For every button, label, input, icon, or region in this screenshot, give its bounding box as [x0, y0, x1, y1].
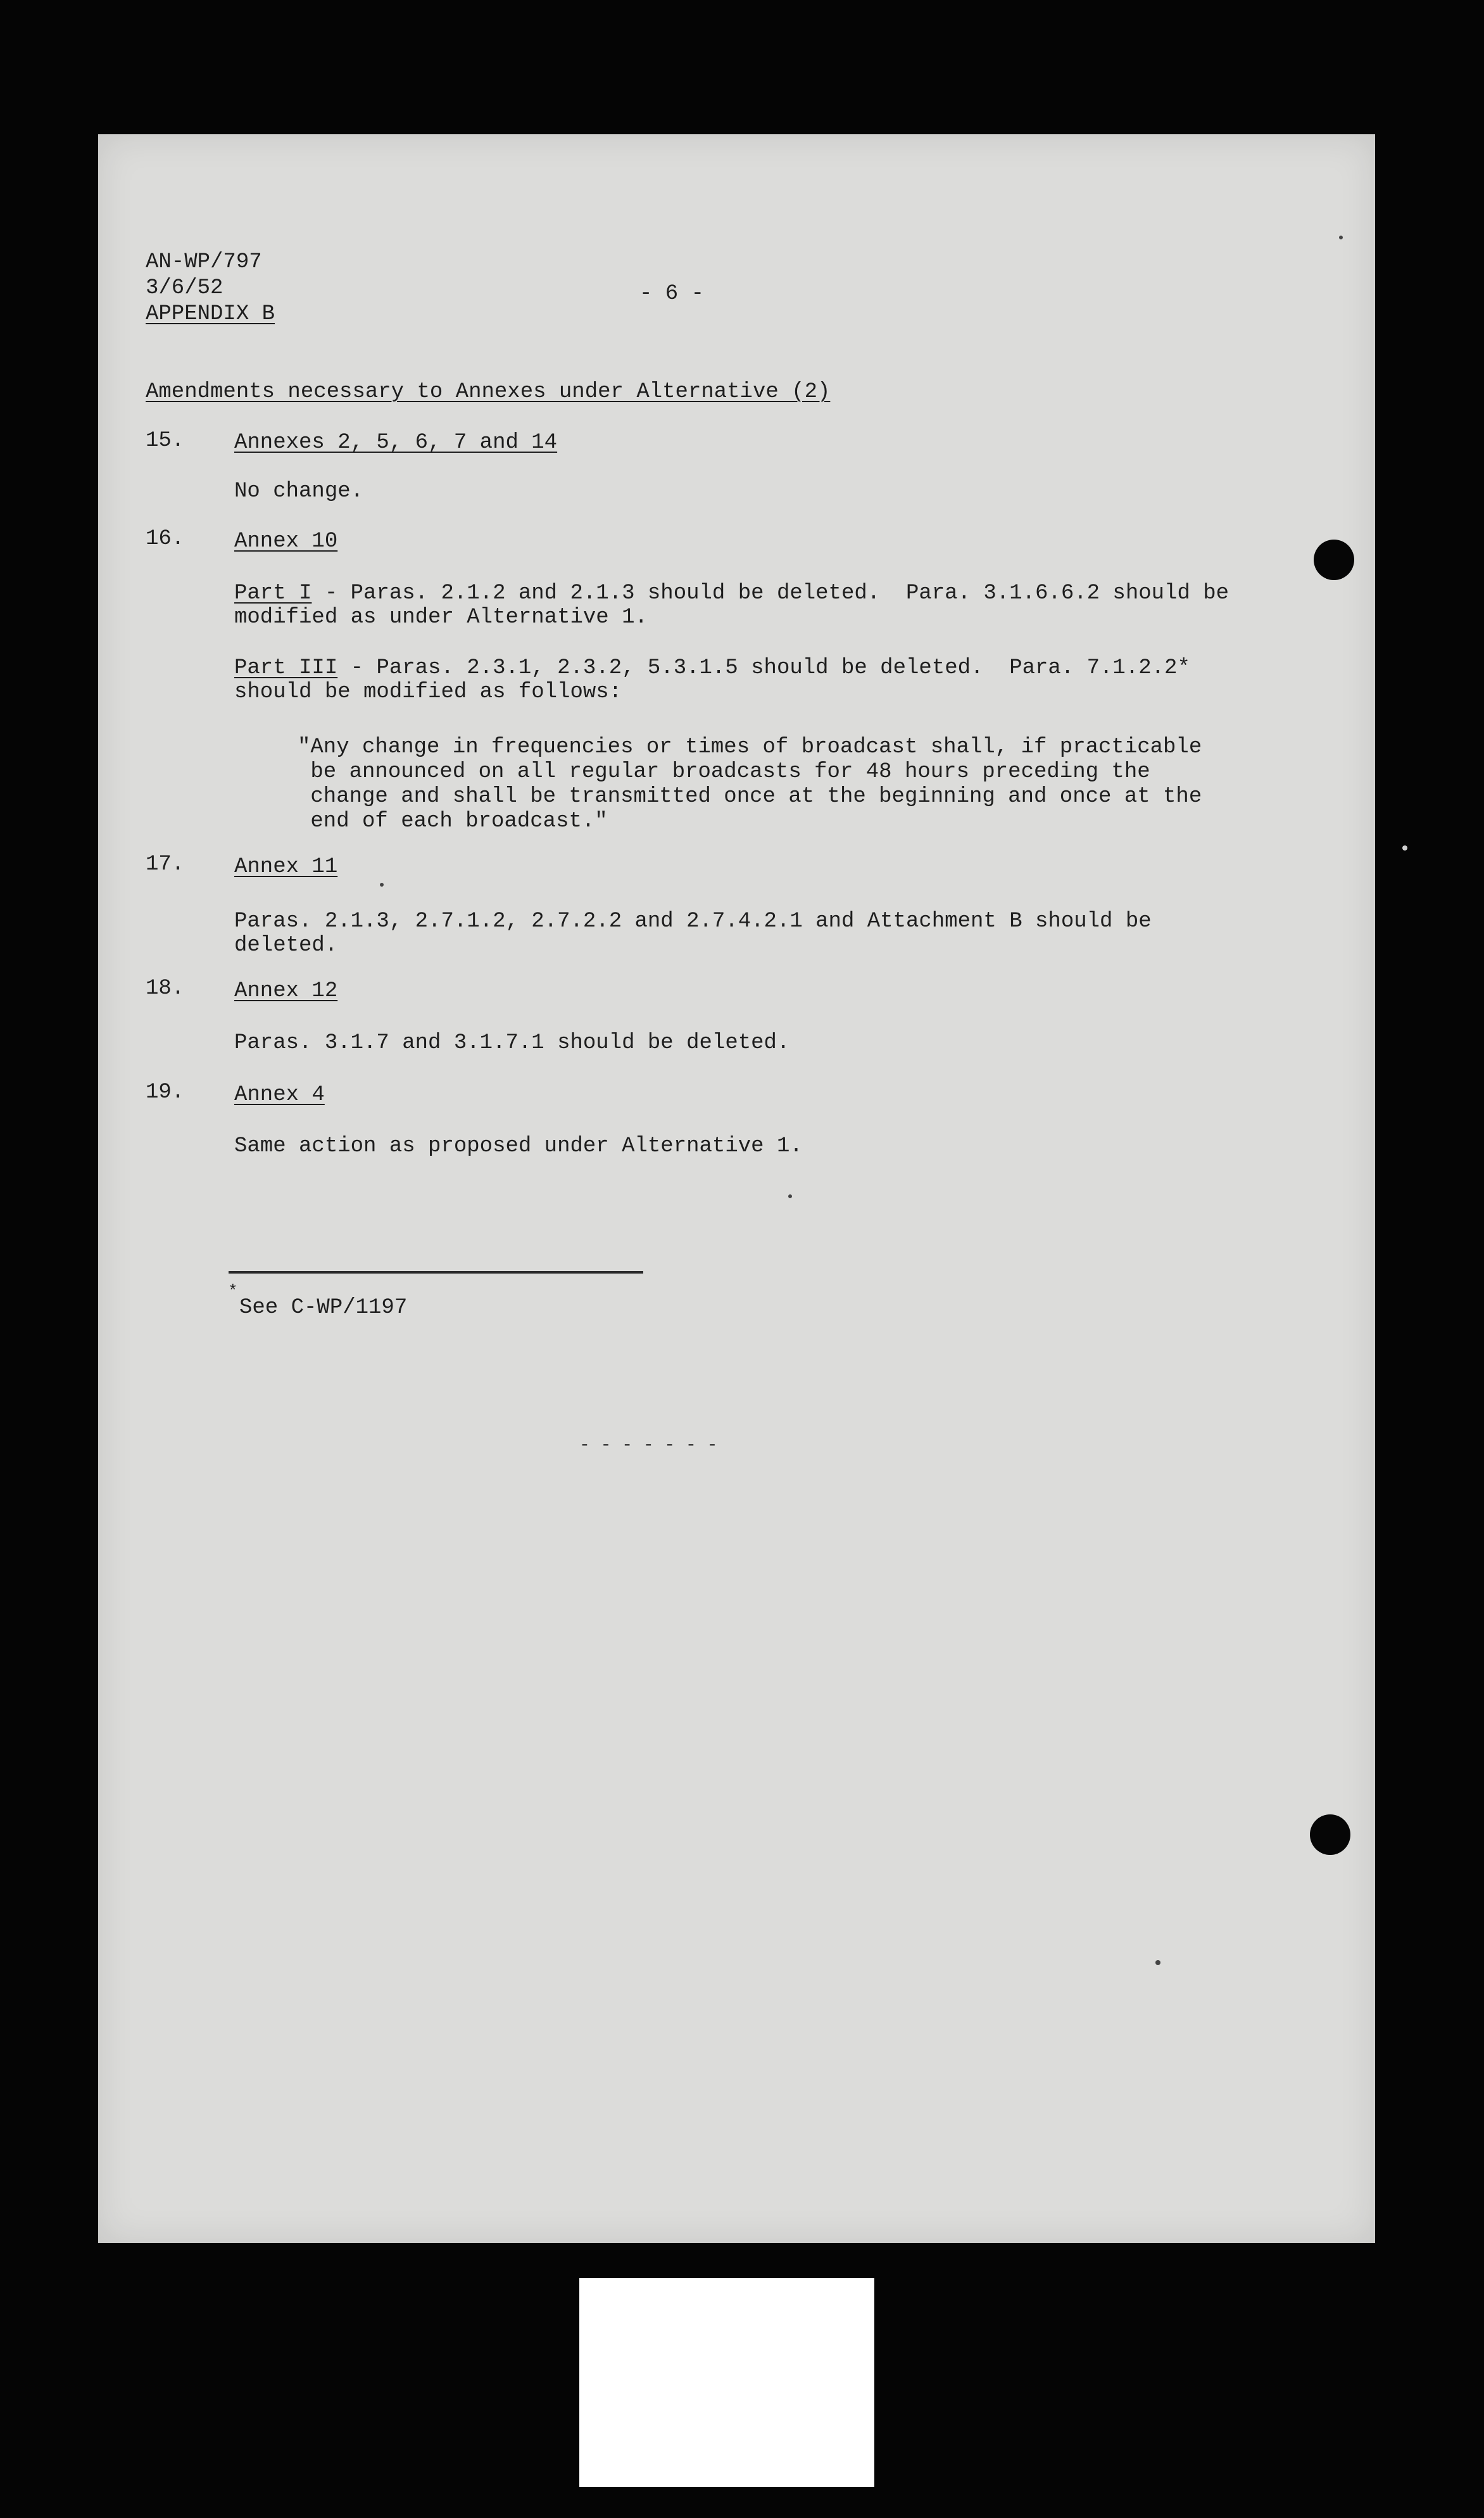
item-body: deleted. — [234, 933, 338, 958]
end-mark: - - - - - - - — [579, 1436, 718, 1455]
item-title: Annex 12 — [234, 979, 338, 1003]
appendix-label: APPENDIX B — [146, 302, 275, 326]
speck — [1155, 1960, 1160, 1965]
footnote-mark: * — [228, 1282, 238, 1301]
speck — [788, 1194, 792, 1198]
quote-line: "Any change in frequencies or times of broadcast shall, if practicable — [298, 735, 1202, 759]
part-three-text: - Paras. 2.3.1, 2.3.2, 5.3.1.5 should be deleted. Para. 7.1.2.2* — [337, 656, 1190, 680]
doc-reference: AN-WP/797 — [146, 250, 262, 274]
item-body: Paras. 3.1.7 and 3.1.7.1 should be deleted. — [234, 1031, 790, 1055]
quote-line: end of each broadcast." — [298, 809, 608, 833]
item-title: Annex 11 — [234, 855, 338, 879]
item-number: 16. — [146, 527, 185, 551]
part-one-label: Part I — [234, 581, 312, 605]
item-title: Annex 10 — [234, 529, 338, 554]
item-number: 15. — [146, 429, 185, 453]
speck — [1339, 236, 1343, 239]
item-number: 19. — [146, 1080, 185, 1104]
part-one-text: - Paras. 2.1.2 and 2.1.3 should be deleted. Para. 3.1.6.6.2 should be — [311, 581, 1229, 605]
part-three-label: Part III — [234, 656, 338, 680]
item-body: Paras. 2.1.3, 2.7.1.2, 2.7.2.2 and 2.7.4.2.1 and Attachment B should be — [234, 909, 1152, 933]
item-number: 18. — [146, 977, 185, 1001]
doc-date: 3/6/52 — [146, 276, 223, 300]
item-body: Same action as proposed under Alternative 1. — [234, 1134, 803, 1158]
footnote-rule — [229, 1271, 643, 1274]
quote-line: be announced on all regular broadcasts for 48 hours preceding the — [298, 760, 1150, 784]
part-one-line — [234, 581, 1229, 605]
page-number: - 6 - — [639, 282, 705, 306]
speck — [1402, 845, 1407, 851]
item-title: Annexes 2, 5, 6, 7 and 14 — [234, 431, 558, 455]
part-three-line2: should be modified as follows: — [234, 680, 622, 704]
speck — [380, 883, 384, 887]
item-body: No change. — [234, 479, 364, 503]
part-one-line2: modified as under Alternative 1. — [234, 605, 648, 630]
footnote-text: See C-WP/1197 — [239, 1296, 408, 1320]
item-number: 17. — [146, 852, 185, 876]
section-heading: Amendments necessary to Annexes under Alternative (2) — [146, 380, 831, 404]
part-three-line — [234, 656, 1190, 680]
punch-hole — [1310, 1814, 1350, 1855]
blank-card — [579, 2278, 874, 2487]
quote-line: change and shall be transmitted once at the beginning and once at the — [298, 785, 1202, 809]
item-title: Annex 4 — [234, 1083, 325, 1107]
punch-hole — [1314, 540, 1354, 580]
